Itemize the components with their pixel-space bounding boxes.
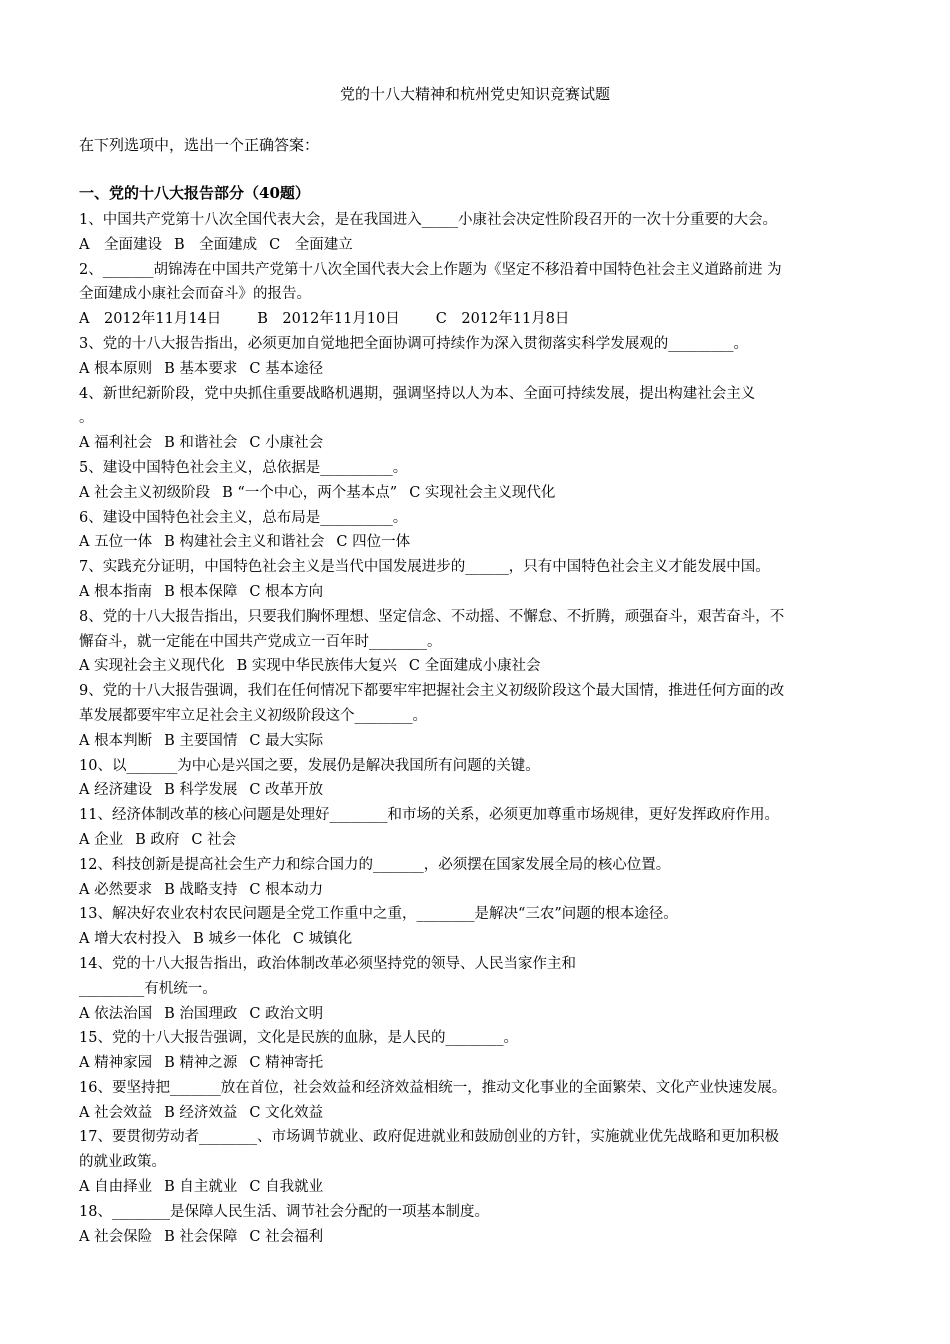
question-item	[79, 382, 895, 456]
option-c: C 社会福利	[249, 1228, 324, 1245]
question-text: 6、建设中国特色社会主义，总布局是__________。	[79, 509, 408, 526]
question-text: 17、要贯彻劳动者________、市场调节就业、政府促进就业和鼓励创业的方针，实施就业优先战略和更加积极	[79, 1129, 779, 1146]
options-row	[79, 357, 895, 382]
option-b: B 经济效益	[164, 1104, 238, 1121]
option-a: A 全面建设	[79, 236, 162, 253]
option-c: C 政治文明	[249, 1005, 324, 1022]
option-c: C 城镇化	[292, 931, 353, 948]
question-text: _________有机统一。	[79, 980, 217, 997]
options-row	[79, 1175, 895, 1200]
option-b: B 和谐社会	[164, 435, 238, 452]
option-a: A 根本判断	[79, 732, 153, 749]
option-c: C 全面建成小康社会	[408, 658, 541, 675]
question-item	[79, 803, 895, 853]
option-b: B 实现中华民族伟大复兴	[236, 658, 397, 675]
question-text: 懈奋斗，就一定能在中国共产党成立一百年时________。	[79, 633, 442, 650]
option-b: B 治国理政	[164, 1005, 238, 1022]
option-a: A 必然要求	[79, 881, 153, 898]
options-row	[79, 307, 895, 332]
question-text: 12、科技创新是提高社会生产力和综合国力的_______，必须摆在国家发展全局的核心位置。	[79, 856, 671, 873]
option-b: B 社会保障	[164, 1228, 238, 1245]
option-b: B 2012年11月10日	[257, 311, 400, 328]
option-a: A 根本指南	[79, 583, 153, 600]
option-c: C 2012年11月8日	[435, 311, 570, 328]
option-c: C 根本动力	[249, 881, 324, 898]
options-row	[79, 1051, 895, 1076]
option-b: B 全面建成	[173, 236, 258, 253]
option-b: B 战略支持	[164, 881, 238, 898]
option-a: A 企业	[79, 831, 124, 848]
question-text: 8、党的十八大报告指出，只要我们胸怀理想、坚定信念、不动摇、不懈怠、不折腾，顽强奋斗，艰苦奋斗，不	[79, 608, 785, 625]
question-text: 革发展都要牢牢立足社会主义初级阶段这个________。	[79, 707, 427, 724]
option-c: C 全面建立	[269, 236, 353, 253]
options-row	[79, 778, 895, 803]
question-text: 13、解决好农业农村农民问题是全党工作重中之重，________是解决“三农”问题的根本途径。	[79, 906, 678, 923]
option-c: C 四位一体	[336, 534, 411, 551]
options-row	[79, 729, 895, 754]
question-text: 11、经济体制改革的核心问题是处理好________和市场的关系，必须更加尊重市场规律，更好发挥政府作用。	[79, 807, 779, 824]
option-b: B 城乡一体化	[193, 931, 281, 948]
option-c: C 改革开放	[249, 782, 324, 799]
question-item	[79, 1026, 895, 1076]
question-item	[79, 952, 895, 1026]
question-text: 15、党的十八大报告强调，文化是民族的血脉，是人民的________。	[79, 1030, 518, 1047]
option-c: C 自我就业	[249, 1179, 324, 1196]
question-item	[79, 853, 895, 903]
question-text: 18、________是保障人民生活、调节社会分配的一项基本制度。	[79, 1203, 489, 1220]
question-text: 全面建成小康社会而奋斗》的报告。	[79, 286, 311, 303]
question-text: 4、新世纪新阶段，党中央抓住重要战略机遇期，强调坚持以人为本、全面可持续发展，提出构建社会主义	[79, 385, 756, 402]
question-text: 。	[79, 410, 94, 427]
question-item	[79, 555, 895, 605]
question-text: 5、建设中国特色社会主义，总依据是__________。	[79, 459, 408, 476]
question-item	[79, 1076, 895, 1126]
option-b: B 自主就业	[164, 1179, 238, 1196]
question-text: 10、以_______为中心是兴国之要，发展仍是解决我国所有问题的关键。	[79, 757, 540, 774]
option-a: A 精神家园	[79, 1055, 153, 1072]
option-c: C 最大实际	[249, 732, 324, 749]
question-text: 16、要坚持把_______放在首位，社会效益和经济效益相统一，推动文化事业的全面繁荣、文化产业快速发展。	[79, 1079, 787, 1096]
question-item	[79, 902, 895, 952]
section-heading: 一、党的十八大报告部分（40题）	[79, 184, 310, 202]
option-c: C 根本方向	[249, 583, 324, 600]
option-c: C 文化效益	[249, 1104, 324, 1121]
option-b: B 基本要求	[164, 360, 238, 377]
question-text: 14、党的十八大报告指出，政治体制改革必须坚持党的领导、人民当家作主和	[79, 955, 576, 972]
question-text: 的就业政策。	[79, 1154, 166, 1171]
question-item	[79, 1125, 895, 1199]
option-a: A 经济建设	[79, 782, 153, 799]
option-b: B 主要国情	[164, 732, 238, 749]
options-row	[79, 1101, 895, 1126]
document-title: 党的十八大精神和杭州党史知识竞赛试题	[339, 85, 610, 103]
option-a: A 福利社会	[79, 435, 153, 452]
option-a: A 社会主义初级阶段	[79, 484, 211, 501]
option-a: A 增大农村投入	[79, 931, 182, 948]
question-item	[79, 456, 895, 506]
question-item	[79, 754, 895, 804]
option-a: A 社会保险	[79, 1228, 153, 1245]
options-row	[79, 828, 895, 853]
options-row	[79, 431, 895, 456]
options-row	[79, 530, 895, 555]
option-b: B “一个中心，两个基本点”	[222, 484, 398, 501]
option-b: B 构建社会主义和谐社会	[164, 534, 325, 551]
option-a: A 根本原则	[79, 360, 153, 377]
option-b: B 根本保障	[164, 583, 238, 600]
options-row	[79, 1225, 895, 1250]
option-c: C 社会	[191, 831, 237, 848]
options-row	[79, 878, 895, 903]
question-item	[79, 605, 895, 679]
option-a: A 2012年11月14日	[79, 311, 222, 328]
question-text: 1、中国共产党第十八次全国代表大会，是在我国进入_____小康社会决定性阶段召开的一次十分重要的大会。	[79, 212, 777, 228]
options-row	[79, 580, 895, 605]
options-row	[79, 481, 895, 506]
option-b: B 政府	[135, 831, 180, 848]
option-a: A 五位一体	[79, 534, 153, 551]
question-item	[79, 1200, 895, 1250]
option-a: A 自由择业	[79, 1179, 153, 1196]
option-a: A 依法治国	[79, 1005, 153, 1022]
question-list	[79, 208, 895, 1249]
options-row	[79, 927, 895, 952]
option-c: C 小康社会	[249, 435, 324, 452]
option-a: A 社会效益	[79, 1104, 153, 1121]
instruction-text: 在下列选项中，选出一个正确答案：	[79, 136, 320, 154]
question-item	[79, 258, 895, 332]
question-text: 9、党的十八大报告强调，我们在任何情况下都要牢牢把握社会主义初级阶段这个最大国情，推进任何方面的改	[79, 683, 785, 700]
question-item	[79, 208, 895, 258]
option-c: C 实现社会主义现代化	[409, 484, 556, 501]
option-b: B 科学发展	[164, 782, 238, 799]
option-c: C 精神寄托	[249, 1055, 324, 1072]
options-row	[79, 654, 895, 679]
question-text: 2、_______胡锦涛在中国共产党第十八次全国代表大会上作题为《坚定不移沿着中国特色社会主义道路前进 为	[79, 261, 782, 278]
options-row	[79, 233, 895, 258]
question-text: 7、实践充分证明，中国特色社会主义是当代中国发展进步的______，只有中国特色社会主义才能发展中国。	[79, 559, 770, 576]
question-item	[79, 332, 895, 382]
option-c: C 基本途径	[249, 360, 324, 377]
option-a: A 实现社会主义现代化	[79, 658, 225, 675]
option-b: B 精神之源	[164, 1055, 238, 1072]
options-row	[79, 1002, 895, 1027]
question-item	[79, 679, 895, 753]
question-text: 3、党的十八大报告指出，必须更加自觉地把全面协调可持续作为深入贯彻落实科学发展观的_________。	[79, 335, 748, 352]
question-item	[79, 506, 895, 556]
